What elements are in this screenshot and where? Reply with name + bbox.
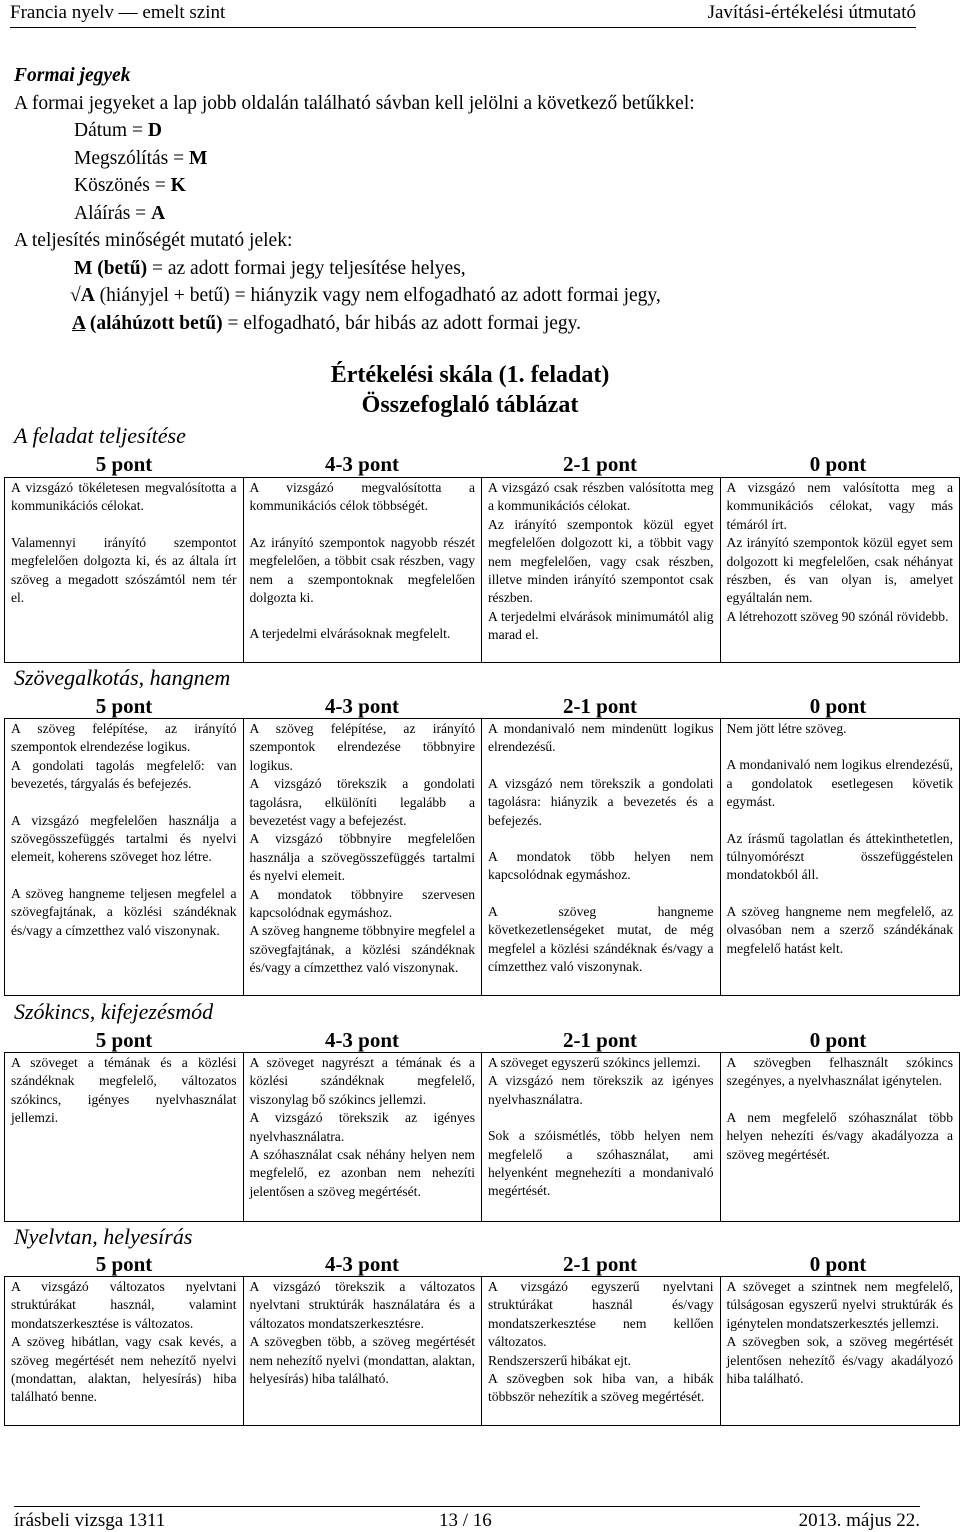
criterion-text: A nem megfelelő szóhasználat több helyen nehezíti és/vagy akadályozza a szöveg megértését. [726,1109,953,1162]
criterion-text: A szöveg hangneme következetlenségeket mutat, de még megfelel a közlési szándéknak és/vagy a címzetthez való viszonynak. [488,903,714,975]
page-header [10,2,916,28]
rubric-table-feladat [4,477,960,663]
points-0: 0 pont [809,452,867,476]
scale-title: Értékelési skála (1. feladat) [330,362,610,388]
code-koszones: Köszönés = K [74,175,186,196]
criterion-text: A szövegben sok hiba van, a hibák többször nehezítik a szöveg megértését. [488,1371,714,1405]
header-left: Francia nyelv — emelt szint [10,2,226,23]
quality-correct: M (betű) = az adott formai jegy teljesítése helyes, [74,257,466,279]
cell-4-3-pont [244,1277,483,1425]
criterion-text: A szövegben több, a szöveg megértését nem nehezítő nyelvi (mondattan, alaktan, helyesírás) hiba található. [249,1334,475,1387]
criterion-text: A vizsgázó nem törekszik az igényes nyelvhasználatra. [488,1073,714,1107]
rubric-table-szokincs [4,1052,960,1222]
cell-2-1-pont [482,719,721,995]
checkmark-icon: √ [70,285,81,306]
criterion-text: A terjedelmi elvárások minimumától alig marad el. [488,608,714,643]
criterion-text: A szöveg felépítése, az irányító szempontok elrendezése többnyire logikus. [249,721,475,773]
section-title-szovegalkotas: Szövegalkotás, hangnem [14,665,231,690]
points-2-1: 2-1 pont [562,1252,638,1276]
cell-4-3-pont [244,478,483,662]
quality-missing: √A (hiányjel + betű) = hiányzik vagy nem elfogadható az adott formai jegy, [70,285,661,306]
cell-5-pont [5,1277,244,1425]
rubric-table-nyelvtan [4,1276,960,1426]
criterion-text: Az irányító szempontok nagyobb részét megfelelően, a többit csak részben, vagy nem a szempontoknak megfelelően dolgozta ki. [249,534,475,606]
cell-4-3-pont [244,1053,483,1221]
footer-date: 2013. május 22. [798,1510,920,1531]
cell-2-1-pont [482,478,721,662]
criterion-text: A létrehozott szöveg 90 szónál rövidebb. [726,608,949,624]
criterion-text: A szövegben felhasznált szókincs szegényes, a nyelvhasználat igénytelen. [726,1055,953,1089]
cell-0-pont [721,719,960,995]
criterion-text: Sok a szóismétlés, több helyen nem megfelelő a szóhasználat, ami helyenként megnehezíti a mondanivaló megértését. [488,1128,714,1199]
criterion-text: A vizsgázó egyszerű nyelvtani struktúrákat használ és/vagy mondatszerkesztése nem kellően változatos. [488,1279,714,1350]
criterion-text: A szöveget a témának és a közlési szándéknak megfelelő, változatos szókincs, igényes nyelvhasználat jellemzi. [11,1055,237,1126]
criterion-text: A mondanivaló nem logikus elrendezésű, a gondolatok esetlegesen követik egymást. [726,757,953,810]
cell-2-1-pont [482,1277,721,1425]
page-number: 13 / 16 [439,1510,492,1531]
criterion-text: Valamennyi irányító szempontot megfelelően dolgozta ki, és az általa írt szöveg a megadott szószámtól nem tér el. [11,534,237,606]
points-0: 0 pont [809,694,867,718]
points-2-1: 2-1 pont [562,694,638,718]
criterion-text: A szöveg hibátlan, vagy csak kevés, a szöveg megértését nem nehezítő nyelvi (mondattan, alaktan, helyesírás) hiba található benne. [11,1334,237,1405]
criterion-text: A szöveget nagyrészt a témának és a közlési szándéknak megfelelő, viszonylag bő szókincs jellemzi. [249,1055,475,1107]
points-5: 5 pont [95,452,153,476]
section-title-szokincs: Szókincs, kifejezésmód [14,999,214,1024]
section-title-nyelvtan: Nyelvtan, helyesírás [14,1224,193,1249]
code-megszolitas: Megszólítás = M [74,147,208,169]
criterion-text: A vizsgázó törekszik a változatos nyelvtani struktúrák használatára és a változatos mondatszerkesztésre. [249,1279,475,1331]
formai-title: Formai jegyek [14,65,131,86]
criterion-text: A mondatok többnyire szervesen kapcsolódnak egymáshoz. [249,886,475,921]
criterion-text: A szöveget egyszerű szókincs jellemzi. [488,1055,701,1070]
criterion-text: A szöveg hangneme nem megfelelő, az olvasóban nem a szerző szándékának megfelelő hatást kelt. [726,903,953,956]
criterion-text: A vizsgázó többnyire megfelelően használja a szövegösszefüggés tartalmi és nyelvi elemeit. [249,831,475,884]
formai-jegyek-block [14,62,934,337]
points-5: 5 pont [95,1028,153,1052]
points-2-1: 2-1 pont [562,1028,638,1052]
cell-5-pont [5,719,244,995]
criterion-text: A vizsgázó megfelelően használja a szövegösszefüggés tartalmi és nyelvi elemeit, koherens szöveget hoz létre. [11,812,237,865]
cell-0-pont [721,1053,960,1221]
quality-faulty: A (aláhúzott betű) = elfogadható, bár hibás az adott formai jegy. [72,312,582,334]
criterion-text: Nem jött létre szöveg. [726,721,847,736]
code-alairas: Aláírás = A [74,202,166,224]
points-row [5,1252,960,1276]
criterion-text: A mondanivaló nem mindenütt logikus elrendezésű. [488,721,714,755]
cell-0-pont [721,1277,960,1425]
header-right: Javítási-értékelési útmutató [707,2,916,23]
rubric-table-szovegalkotas [4,718,960,996]
criterion-text: A szóhasználat csak néhány helyen nem megfelelő, ez azonban nem nehezíti jelentősen a szöveg megértését. [249,1147,475,1199]
points-5: 5 pont [95,694,153,718]
code-datum: Dátum = D [74,120,162,141]
criterion-text: A szöveg hangneme többnyire megfelel a szövegfajtának, a közlési szándéknak és/vagy a címzetthez való viszonynak. [249,923,475,976]
section-title-feladat: A feladat teljesítése [14,423,186,448]
criterion-text: A vizsgázó csak részben valósította meg a kommunikációs célokat. [488,480,714,514]
page-footer [14,1506,920,1532]
criterion-text: A vizsgázó nem törekszik a gondolati tagolásra: hiányzik a bevezetés és a befejezés. [488,775,714,828]
criterion-text: A vizsgázó megvalósította a kommunikációs célok többségét. [249,480,475,514]
criterion-text: A vizsgázó változatos nyelvtani struktúrákat használ, valamint mondatszerkesztése is változatos. [11,1279,237,1331]
cell-4-3-pont [244,719,483,995]
points-4-3: 4-3 pont [324,1028,400,1052]
criterion-text: A szövegben sok, a szöveg megértését jelentősen nehezítő és/vagy akadályozó hiba található. [726,1334,953,1387]
criterion-text: A szöveg hangneme teljesen megfelel a szövegfajtának, a közlési szándéknak és/vagy a címzetthez való viszonynak. [11,885,237,938]
points-row [5,694,960,718]
points-row [5,452,960,476]
criterion-text: A szöveget a szintnek nem megfelelő, túlságosan egyszerű nyelvi struktúrák és igénytelen mondatszerkesztés jellemzi. [726,1279,953,1331]
footer-exam: írásbeli vizsga 1311 [14,1510,166,1531]
points-row [5,1028,960,1052]
criterion-text: A mondatok több helyen nem kapcsolódnak egymáshoz. [488,849,714,883]
criterion-text: A vizsgázó nem valósította meg a kommunikációs célokat, vagy más témáról írt. [726,480,953,532]
scale-subtitle: Összefoglaló táblázat [361,392,579,418]
points-5: 5 pont [95,1252,153,1276]
criterion-text: Az irányító szempontok közül egyet megfelelően dolgozott ki, a többit vagy nem megfelelően, vagy csak részben, illetve minden irányító szempontot csak részben. [488,516,714,606]
criterion-text: A vizsgázó törekszik az igényes nyelvhasználatra. [249,1110,475,1144]
quality-intro: A teljesítés minőségét mutató jelek: [14,230,293,251]
criterion-text: A vizsgázó törekszik a gondolati tagolásra, elkülöníti legalább a bevezetést vagy a befejezést. [249,776,475,829]
criterion-text: Az írásmű tagolatlan és áttekinthetetlen, túlnyomórészt összefüggéstelen mondatokból áll. [726,830,953,883]
points-4-3: 4-3 pont [324,1252,400,1276]
criterion-text: A gondolati tagolás megfelelő: van bevezetés, tárgyalás és befejezés. [11,757,237,792]
criterion-text: A terjedelmi elvárásoknak megfelelt. [249,626,451,642]
points-2-1: 2-1 pont [562,452,638,476]
points-0: 0 pont [809,1028,867,1052]
criterion-text: A vizsgázó tökéletesen megvalósította a kommunikációs célokat. [11,480,237,514]
criterion-text: A szöveg felépítése, az irányító szempontok elrendezése logikus. [11,721,237,755]
cell-5-pont [5,1053,244,1221]
points-0: 0 pont [809,1252,867,1276]
cell-2-1-pont [482,1053,721,1221]
formai-intro: A formai jegyeket a lap jobb oldalán található sávban kell jelölni a következő betűkkel: [14,92,695,114]
cell-5-pont [5,478,244,662]
cell-0-pont [721,478,960,662]
points-4-3: 4-3 pont [324,452,400,476]
criterion-text: Rendszerszerű hibákat ejt. [488,1352,632,1368]
criterion-text: Az irányító szempontok közül egyet sem dolgozott ki megfelelően, csak néhányat részben, és van olyan is, amelyet egyáltalán nem. [726,535,953,606]
points-4-3: 4-3 pont [324,694,400,718]
